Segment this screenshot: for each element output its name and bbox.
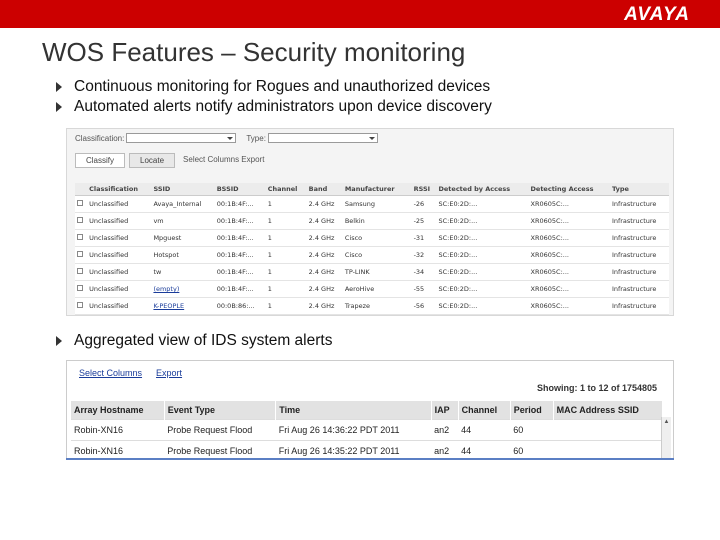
- table-cell: 00:1B:4F:...: [215, 281, 266, 298]
- table-cell: Infrastructure: [610, 247, 669, 264]
- slide-title: WOS Features – Security monitoring: [42, 37, 466, 67]
- table-cell: XR0605C:...: [529, 230, 610, 247]
- ids-column-header[interactable]: Channel: [458, 401, 510, 420]
- table-cell: Infrastructure: [610, 281, 669, 298]
- rogue-column-header[interactable]: Detected by Access: [437, 183, 529, 196]
- table-cell: 1: [266, 247, 307, 264]
- table-row[interactable]: [75, 298, 669, 315]
- table-cell: SC:E0:2D:...: [437, 247, 529, 264]
- table-cell: Fri Aug 26 14:36:22 PDT 2011: [276, 420, 431, 441]
- table-cell: Cisco: [343, 230, 412, 247]
- table-cell: 2.4 GHz: [307, 230, 343, 247]
- bullet-ids: [56, 332, 332, 350]
- select-all-checkbox-cell: [75, 183, 87, 196]
- table-cell: Robin-XN16: [71, 441, 164, 461]
- table-cell: Unclassified: [87, 264, 151, 281]
- table-cell: vm: [151, 213, 214, 230]
- table-cell: SC:E0:2D:...: [437, 264, 529, 281]
- table-cell: XR0605C:...: [529, 281, 610, 298]
- ssid-link[interactable]: (empty): [153, 285, 180, 293]
- row-checkbox[interactable]: [77, 285, 83, 291]
- ids-toolbar: [67, 361, 673, 379]
- table-cell: Cisco: [343, 247, 412, 264]
- rogue-column-header[interactable]: Type: [610, 183, 669, 196]
- table-cell: Hotspot: [151, 247, 214, 264]
- row-checkbox[interactable]: [77, 217, 83, 223]
- ids-alerts-screenshot: [66, 360, 674, 460]
- table-cell: [610, 315, 669, 317]
- table-cell: 1: [266, 213, 307, 230]
- table-cell: 2.4 GHz: [307, 281, 343, 298]
- row-checkbox-cell: [75, 298, 87, 315]
- rogue-column-header[interactable]: Manufacturer: [343, 183, 412, 196]
- table-cell: AeroHive: [343, 281, 412, 298]
- rogue-table: [75, 183, 669, 316]
- table-cell: Belkin: [343, 213, 412, 230]
- bullet-rogues: [56, 78, 490, 96]
- table-cell: [151, 298, 214, 315]
- table-cell: SC:E0:2D:...: [437, 196, 529, 213]
- table-cell: [151, 281, 214, 298]
- table-cell: XR0605C:...: [529, 196, 610, 213]
- ids-column-header[interactable]: Period: [510, 401, 553, 420]
- table-cell: Unclassified: [87, 281, 151, 298]
- table-cell: Unclassified: [87, 247, 151, 264]
- table-row[interactable]: [75, 315, 669, 317]
- table-cell: Unclassified: [87, 298, 151, 315]
- table-cell: 1: [266, 230, 307, 247]
- table-row[interactable]: [75, 230, 669, 247]
- ids-column-header[interactable]: MAC Address SSID: [553, 401, 662, 420]
- rogue-column-header[interactable]: Classification: [87, 183, 151, 196]
- table-cell: SC:E0:2D:...: [437, 298, 529, 315]
- bullet-arrow-icon: [56, 82, 62, 92]
- row-checkbox[interactable]: [77, 234, 83, 240]
- table-cell: XR0605C:...: [529, 247, 610, 264]
- table-cell: 2.4 GHz: [307, 213, 343, 230]
- ids-column-header[interactable]: Time: [276, 401, 431, 420]
- table-row[interactable]: [75, 213, 669, 230]
- table-cell: 00:1B:4F:...: [215, 230, 266, 247]
- select-columns-link[interactable]: Select Columns: [79, 368, 143, 378]
- row-checkbox-cell: [75, 213, 87, 230]
- bullet-text: Continuous monitoring for Rogues and unauthorized devices: [74, 78, 491, 95]
- rogue-column-header[interactable]: Band: [307, 183, 343, 196]
- table-cell: tw: [151, 264, 214, 281]
- table-cell: [412, 315, 437, 317]
- rogue-table-body: [75, 196, 669, 317]
- table-cell: 00:1B:4F:...: [215, 264, 266, 281]
- rogue-table-header: [75, 183, 669, 196]
- type-filter[interactable]: [246, 133, 378, 143]
- row-checkbox[interactable]: [77, 200, 83, 206]
- row-checkbox-cell: [75, 247, 87, 264]
- classification-label: Classification:: [75, 133, 125, 143]
- table-cell: Unclassified: [87, 213, 151, 230]
- table-cell: Fri Aug 26 14:35:22 PDT 2011: [276, 441, 431, 461]
- table-cell: Samsung: [343, 196, 412, 213]
- tab-locate[interactable]: Locate: [129, 153, 175, 168]
- row-checkbox[interactable]: [77, 302, 83, 308]
- table-cell: -32: [412, 247, 437, 264]
- table-row[interactable]: [71, 420, 663, 441]
- table-cell: [529, 315, 610, 317]
- table-cell: [553, 420, 662, 441]
- row-checkbox-cell: [75, 196, 87, 213]
- table-cell: [437, 315, 529, 317]
- table-cell: [215, 315, 266, 317]
- table-cell: Infrastructure: [610, 298, 669, 315]
- table-cell: -25: [412, 213, 437, 230]
- row-checkbox[interactable]: [77, 268, 83, 274]
- table-cell: 2.4 GHz: [307, 264, 343, 281]
- table-cell: Probe Request Flood: [164, 441, 276, 461]
- table-cell: [266, 315, 307, 317]
- table-cell: 1: [266, 196, 307, 213]
- row-checkbox-cell: [75, 281, 87, 298]
- table-cell: an2: [431, 441, 458, 461]
- bullet-alerts: [56, 98, 492, 116]
- export-link[interactable]: Export: [156, 368, 183, 378]
- table-cell: -55: [412, 281, 437, 298]
- bullet-arrow-icon: [56, 336, 62, 346]
- table-cell: 60: [510, 441, 553, 461]
- table-cell: 2.4 GHz: [307, 196, 343, 213]
- ids-table-header: [71, 401, 663, 420]
- table-cell: 00:1B:4F:...: [215, 196, 266, 213]
- table-cell: [87, 315, 151, 317]
- row-checkbox-cell: [75, 264, 87, 281]
- table-cell: Infrastructure: [610, 213, 669, 230]
- table-cell: 1: [266, 264, 307, 281]
- table-cell: XR0605C:...: [529, 264, 610, 281]
- ids-column-header[interactable]: Array Hostname: [71, 401, 164, 420]
- table-cell: -31: [412, 230, 437, 247]
- ids-column-header[interactable]: Event Type: [164, 401, 276, 420]
- table-cell: 44: [458, 420, 510, 441]
- rogue-column-header[interactable]: Detecting Access: [529, 183, 610, 196]
- ids-column-header[interactable]: IAP: [431, 401, 458, 420]
- ids-table: [71, 401, 663, 460]
- table-cell: Infrastructure: [610, 196, 669, 213]
- table-cell: Avaya_Internal: [151, 196, 214, 213]
- avaya-logo: AVAYA: [624, 4, 690, 25]
- ssid-link[interactable]: K-PEOPLE: [153, 302, 185, 310]
- table-cell: 44: [458, 441, 510, 461]
- row-checkbox-cell: [75, 230, 87, 247]
- table-cell: -26: [412, 196, 437, 213]
- table-cell: XR0605C:...: [529, 298, 610, 315]
- table-cell: 1: [266, 281, 307, 298]
- rogue-list-screenshot: [66, 128, 674, 316]
- table-cell: -56: [412, 298, 437, 315]
- bullet-text: Automated alerts notify administrators upon device discovery: [74, 98, 492, 115]
- table-cell: Trapeze: [343, 298, 412, 315]
- table-cell: XR0605C:...: [529, 213, 610, 230]
- rogue-tabs: [75, 153, 268, 168]
- table-cell: Infrastructure: [610, 264, 669, 281]
- rogue-column-header[interactable]: Channel: [266, 183, 307, 196]
- bullet-text: Aggregated view of IDS system alerts: [74, 332, 333, 349]
- table-cell: Infrastructure: [610, 230, 669, 247]
- table-row[interactable]: [75, 196, 669, 213]
- table-cell: TP-LINK: [343, 264, 412, 281]
- type-label: Type:: [246, 133, 266, 143]
- table-cell: 00:1B:4F:...: [215, 247, 266, 264]
- classification-dropdown[interactable]: [126, 133, 236, 143]
- table-cell: 2.4 GHz: [307, 247, 343, 264]
- ids-table-body: [71, 420, 663, 461]
- table-cell: Unclassified: [87, 196, 151, 213]
- tab-classify[interactable]: Classify: [75, 153, 125, 168]
- rogue-column-header[interactable]: RSSI: [412, 183, 437, 196]
- filter-bar: [75, 133, 378, 143]
- table-cell: 00:0B:86:...: [215, 298, 266, 315]
- table-cell: [307, 315, 343, 317]
- table-cell: Probe Request Flood: [164, 420, 276, 441]
- table-cell: -34: [412, 264, 437, 281]
- table-cell: Unclassified: [87, 230, 151, 247]
- table-cell: SC:E0:2D:...: [437, 281, 529, 298]
- table-cell: Robin-XN16: [71, 420, 164, 441]
- table-row[interactable]: [75, 281, 669, 298]
- bullet-arrow-icon: [56, 102, 62, 112]
- pagination-status: Showing: 1 to 12 of 1754805: [536, 383, 657, 393]
- rogue-column-header[interactable]: SSID: [151, 183, 214, 196]
- table-row[interactable]: [75, 247, 669, 264]
- type-dropdown[interactable]: [268, 133, 378, 143]
- brand-bar: [0, 0, 720, 28]
- scroll-up-icon[interactable]: ▲: [663, 419, 670, 425]
- screenshot-bottom-border: [66, 458, 674, 460]
- table-cell: SC:E0:2D:...: [437, 213, 529, 230]
- table-cell: an2: [431, 420, 458, 441]
- table-cell: 1: [266, 298, 307, 315]
- table-cell: Mpguest: [151, 230, 214, 247]
- table-cell: [343, 315, 412, 317]
- row-checkbox[interactable]: [77, 251, 83, 257]
- classification-filter[interactable]: [75, 133, 236, 143]
- table-cell: 00:1B:4F:...: [215, 213, 266, 230]
- table-cell: SC:E0:2D:...: [437, 230, 529, 247]
- table-row[interactable]: [75, 264, 669, 281]
- table-cell: 60: [510, 420, 553, 441]
- rogue-column-header[interactable]: BSSID: [215, 183, 266, 196]
- table-cell: 2.4 GHz: [307, 298, 343, 315]
- table-cell: [151, 315, 214, 317]
- select-columns-export[interactable]: Select Columns Export: [183, 155, 265, 164]
- ids-scrollbar[interactable]: [661, 417, 671, 460]
- row-checkbox-cell: [75, 315, 87, 317]
